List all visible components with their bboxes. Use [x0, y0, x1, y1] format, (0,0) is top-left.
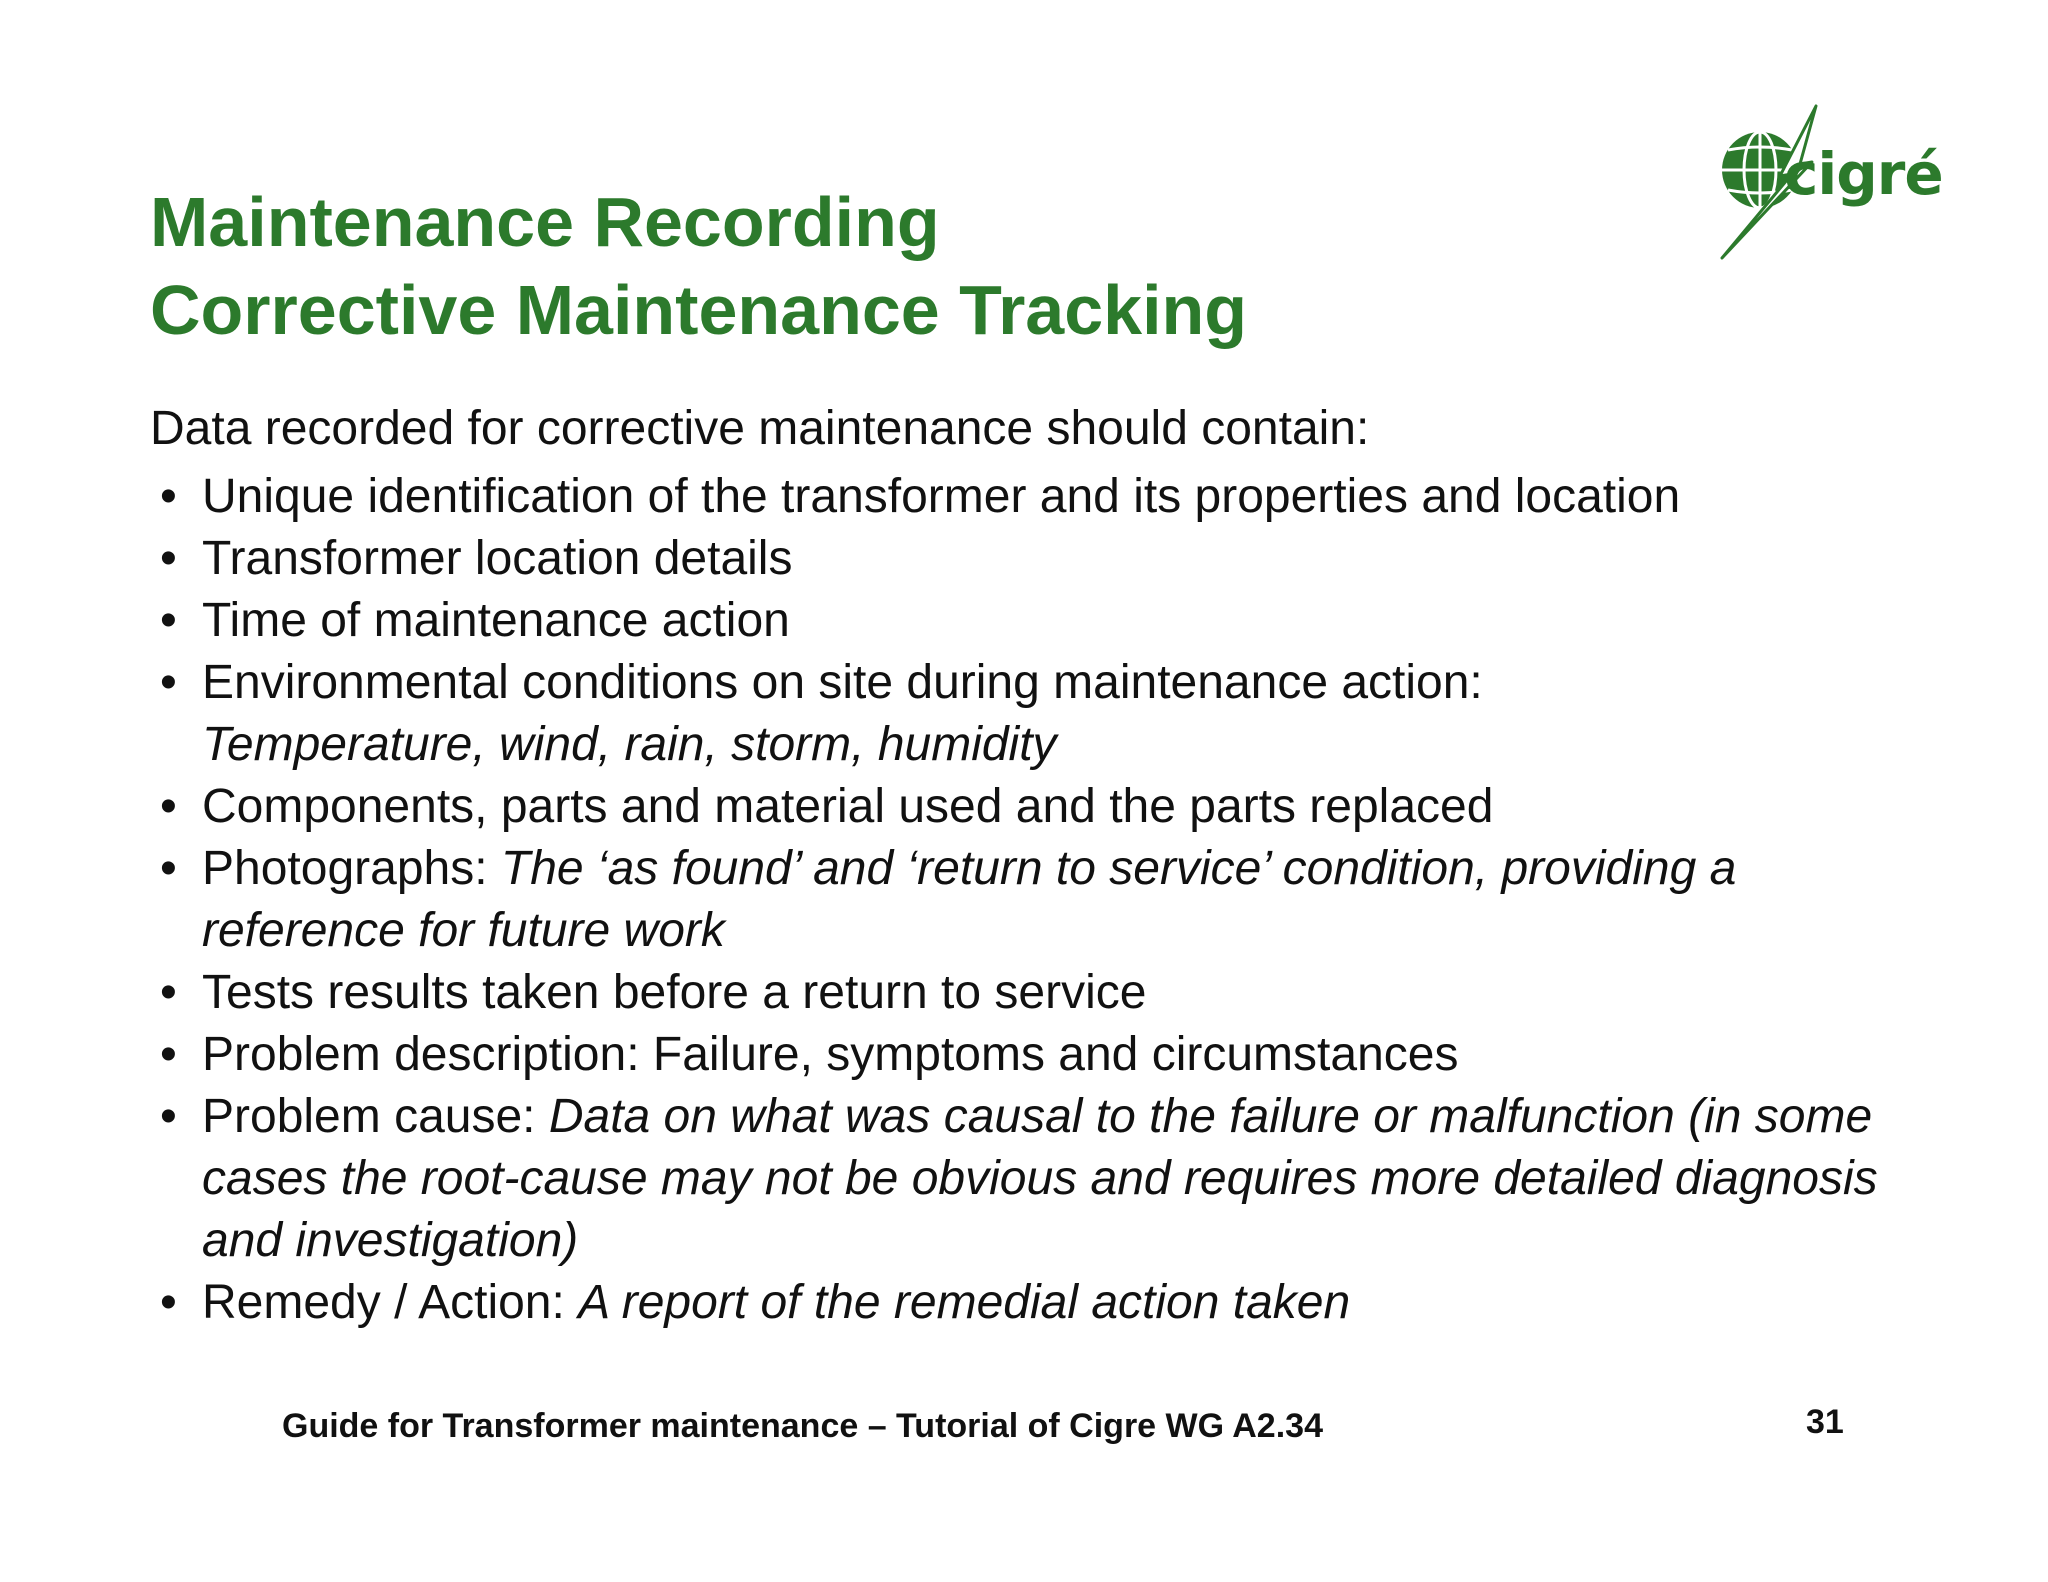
bullet-text: Photographs: [202, 842, 501, 895]
bullet-text: Components, parts and material used and the parts replaced [202, 780, 1494, 833]
bullet-item [150, 1024, 1940, 1086]
bullet-item [150, 528, 1940, 590]
bullet-italic-text: A report of the remedial action taken [578, 1276, 1351, 1329]
bullet-item [150, 962, 1940, 1024]
bullet-text: Time of maintenance action [202, 594, 790, 647]
bullet-italic-text: Temperature, wind, rain, storm, humidity [202, 718, 1057, 771]
bullet-icon: • [160, 594, 177, 647]
footer-text: Guide for Transformer maintenance – Tutorial of Cigre WG A2.34 [282, 1407, 1323, 1445]
bullet-icon: • [160, 842, 177, 895]
bullet-text: Environmental conditions on site during maintenance action: [202, 656, 1483, 709]
bullet-icon: • [160, 470, 177, 523]
bullet-item [150, 1086, 1940, 1272]
bullet-italic-text: The ‘as found’ and ‘return to service’ condition, providing a reference for future work [202, 842, 1737, 957]
bullet-text: Problem cause: [202, 1090, 549, 1143]
slide-title-line-2: Corrective Maintenance Tracking [150, 271, 1248, 349]
slide-title [150, 178, 1247, 354]
bullet-icon: • [160, 966, 177, 1019]
bullet-icon: • [160, 1276, 177, 1329]
bullet-icon: • [160, 532, 177, 585]
bullet-item [150, 590, 1940, 652]
bullet-italic-text: Data on what was causal to the failure or malfunction (in some cases the root-cause may not be obvious and requires more detailed diagnosis and investigation) [202, 1090, 1878, 1267]
bullet-item [150, 652, 1940, 776]
bullet-text: Remedy / Action: [202, 1276, 579, 1329]
bullet-text: Unique identification of the transformer and its properties and location [202, 470, 1681, 523]
bullet-item [150, 1272, 1940, 1334]
bullet-icon: • [160, 780, 177, 833]
bullet-text: Transformer location details [202, 532, 793, 585]
bullet-list [150, 466, 1940, 1334]
intro-text: Data recorded for corrective maintenance should contain: [150, 402, 1370, 455]
page-number: 31 [1806, 1403, 1844, 1441]
cigre-logo-text: cigré [1784, 140, 1943, 208]
slide-title-line-1: Maintenance Recording [150, 183, 940, 261]
bullet-item [150, 466, 1940, 528]
bullet-icon: • [160, 1090, 177, 1143]
bullet-icon: • [160, 656, 177, 709]
bullet-item [150, 776, 1940, 838]
bullet-text: Tests results taken before a return to service [202, 966, 1147, 1019]
bullet-item [150, 838, 1940, 962]
bullet-icon: • [160, 1028, 177, 1081]
cigre-logo [1708, 100, 1948, 265]
bullet-text: Problem description: Failure, symptoms and circumstances [202, 1028, 1459, 1081]
